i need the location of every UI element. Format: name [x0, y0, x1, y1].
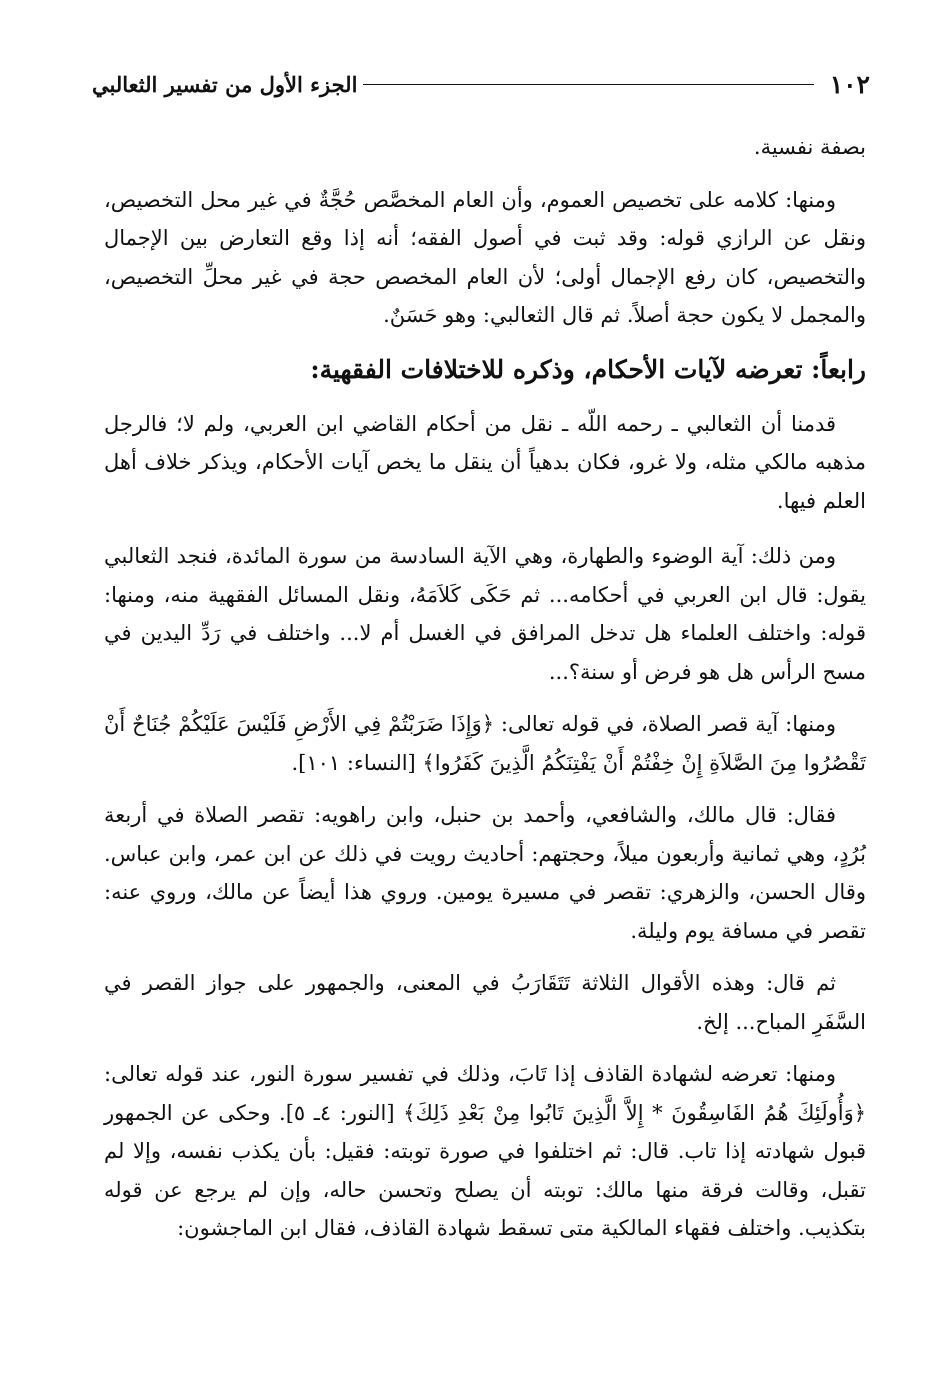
paragraph-continuation: بصفة نفسية.	[753, 135, 866, 159]
paragraph-qasr-opinions: فقال: قال مالك، والشافعي، وأحمد بن حنبل، وابن راهويه: تقصر الصلاة في أربعة بُرُدٍ، وهي ثمانية وأربعون ميلاً، وحجتهم: أحاديث رويت في ذلك عن ابن عمر، وابن عباس. وقال الحسن، والزهري: تقصر في مسيرة يومين. وروي هذا أيضاً عن مالك، وروي عنه: تقصر في مسافة يوم وليلة.	[104, 803, 866, 943]
paragraph-qadhif-testimony: ومنها: تعرضه لشهادة القاذف إذا تَابَ، وذلك في تفسير سورة النور، عند قوله تعالى: ﴿وَأُولَئِكَ هُمُ الفَاسِقُونَ * إِلاَّ الَّذِينَ تَابُوا مِنْ بَعْدِ ذَلِكَ﴾ [النور: ٤ـ ٥]. وحكى عن الجمهور قبول شهادته إذا تاب. قال: ثم اختلفوا في صورة توبته: فقيل: بأن يكذب نفسه، وإلا لم تقبل، وقالت فرقة منها مالك: توبته أن يصلح وتحسن حاله، وإن لم يرجع عن قوله بتكذيب. واختلف فقهاء المالكية متى تسقط شهادة القاذف، فقال ابن الماجشون:	[104, 1062, 867, 1240]
paragraph-specialization: ومنها: كلامه على تخصيص العموم، وأن العام المخصَّص حُجَّةٌ في غير محل التخصيص، ونقل عن الرازي قوله: وقد ثبت في أصول الفقه؛ أنه إذا وقع التعارض بين الإجمال والتخصيص، كان رفع الإجمال أولى؛ لأن العام المخصص حجة في غير محلِّ التخصيص، والمجمل لا يكون حجة أصلاً. ثم قال الثعالبي: وهو حَسَنٌ.	[104, 187, 866, 327]
paragraph-qasr-verse: ومنها: آية قصر الصلاة، في قوله تعالى: ﴿وَإِذَا ضَرَبْتُمْ فِي الأَرْضِ فَلَيْسَ عَلَيْكُمْ جُنَاحٌ أَنْ تَقْصُرُوا مِنَ الصَّلاَةِ إِنْ خِفْتُمْ أَنْ يَفْتِنَكُمُ الَّذِينَ كَفَرُوا﴾ [النساء: ١٠١].	[104, 712, 866, 775]
page-number: ١٠٢	[829, 69, 870, 99]
header-rule	[363, 84, 813, 85]
page-body	[104, 128, 866, 1265]
paragraph-wudu: ومن ذلك: آية الوضوء والطهارة، وهي الآية السادسة من سورة المائدة، فنجد الثعالبي يقول: قال ابن العربي في أحكامه... ثم حَكَى كَلاَمَهُ، ونقل المسائل الفقهية منه، ومنها: قوله: واختلف العلماء هل تدخل المرافق في الغسل أم لا... واختلف في رَدِّ اليدين في مسح الرأس هل هو فرض أو سنة؟...	[104, 544, 866, 684]
running-title: الجزء الأول من تفسير الثعالبي	[92, 71, 358, 97]
paragraph-ibn-arabi: قدمنا أن الثعالبي ـ رحمه اللّه ـ نقل من أحكام القاضي ابن العربي، ولم لا؛ فالرجل مذهبه مالكي مثله، ولا غرو، فكان بدهياً أن ينقل ما يخص آيات الأحكام، ويذكر خلاف أهل العلم فيها.	[104, 411, 866, 513]
paragraph-qasr-conclusion: ثم قال: وهذه الأقوال الثلاثة تَتَقَارَبُ في المعنى، والجمهور على جواز القصر في السَّفَرِ المباح... إلخ.	[104, 971, 866, 1034]
section-heading: رابعاً: تعرضه لآيات الأحكام، وذكره للاختلافات الفقهية:	[310, 354, 866, 384]
page-header	[92, 64, 870, 104]
